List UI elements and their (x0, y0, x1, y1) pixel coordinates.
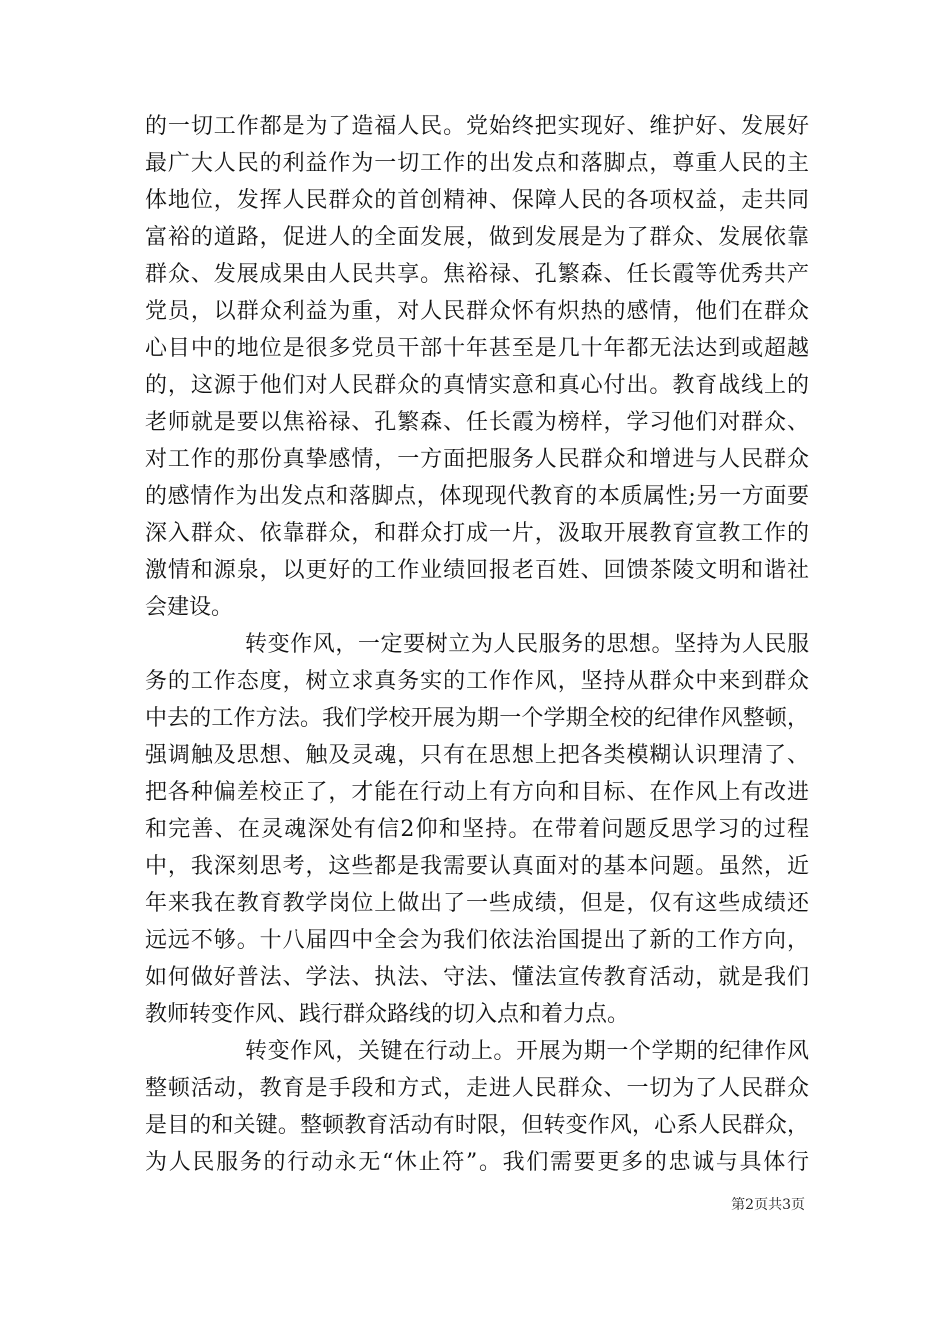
text-line: 把各种偏差校正了，才能在行动上有方向和目标、在作风上有改进 (145, 780, 809, 805)
text-line: 激情和源泉，以更好的工作业绩回报老百姓、回馈茶陵文明和谐社 (145, 558, 809, 583)
text-line: 体地位，发挥人民群众的首创精神、保障人民的各项权益，走共同 (145, 188, 809, 213)
paragraph-2 (145, 626, 809, 1033)
text-line: 是目的和关键。整顿教育活动有时限，但转变作风，心系人民群众， (145, 1113, 809, 1138)
text-line: 为人民服务的行动永无“休止符”。我们需要更多的忠诚与具体行 (145, 1150, 809, 1175)
text-line: 深入群众、依靠群众，和群众打成一片，汲取开展教育宣教工作的 (145, 521, 809, 546)
text-line: 和完善、在灵魂深处有信2仰和坚持。在带着问题反思学习的过程 (145, 817, 809, 842)
text-line: 年来我在教育教学岗位上做出了一些成绩，但是，仅有这些成绩还 (145, 891, 809, 916)
document-page (145, 108, 809, 1181)
paragraph-1 (145, 108, 809, 626)
text-line: 转变作风，关键在行动上。开展为期一个学期的纪律作风 (245, 1039, 809, 1064)
text-line: 远远不够。十八届四中全会为我们依法治国提出了新的工作方向， (145, 928, 809, 953)
text-line: 会建设。 (145, 595, 234, 620)
text-line: 老师就是要以焦裕禄、孔繁森、任长霞为榜样，学习他们对群众、 (145, 410, 809, 435)
text-line: 强调触及思想、触及灵魂，只有在思想上把各类模糊认识理清了、 (145, 743, 809, 768)
text-line: 最广大人民的利益作为一切工作的出发点和落脚点，尊重人民的主 (145, 151, 809, 176)
text-line: 的感情作为出发点和落脚点，体现现代教育的本质属性;另一方面要 (145, 484, 809, 509)
text-line: 富裕的道路，促进人的全面发展，做到发展是为了群众、发展依靠 (145, 225, 809, 250)
text-line: 对工作的那份真挚感情，一方面把服务人民群众和增进与人民群众 (145, 447, 809, 472)
text-line: 党员，以群众利益为重，对人民群众怀有炽热的感情，他们在群众 (145, 299, 809, 324)
text-line: 中去的工作方法。我们学校开展为期一个学期全校的纪律作风整顿， (145, 706, 809, 731)
text-line: 中，我深刻思考，这些都是我需要认真面对的基本问题。虽然，近 (145, 854, 809, 879)
text-line: 整顿活动，教育是手段和方式，走进人民群众、一切为了人民群众 (145, 1076, 809, 1101)
page-number: 第2页共3页 (731, 1197, 805, 1213)
text-line: 转变作风，一定要树立为人民服务的思想。坚持为人民服 (245, 632, 809, 657)
text-line: 教师转变作风、践行群众路线的切入点和着力点。 (145, 1002, 630, 1027)
text-line: 群众、发展成果由人民共享。焦裕禄、孔繁森、任长霞等优秀共产 (145, 262, 809, 287)
text-line: 如何做好普法、学法、执法、守法、懂法宣传教育活动，就是我们 (145, 965, 809, 990)
text-line: 务的工作态度，树立求真务实的工作作风，坚持从群众中来到群众 (145, 669, 809, 694)
paragraph-3 (145, 1033, 809, 1181)
text-line: 心目中的地位是很多党员干部十年甚至是几十年都无法达到或超越 (145, 336, 809, 361)
text-line: 的，这源于他们对人民群众的真情实意和真心付出。教育战线上的 (145, 373, 809, 398)
text-line: 的一切工作都是为了造福人民。党始终把实现好、维护好、发展好 (145, 114, 809, 139)
